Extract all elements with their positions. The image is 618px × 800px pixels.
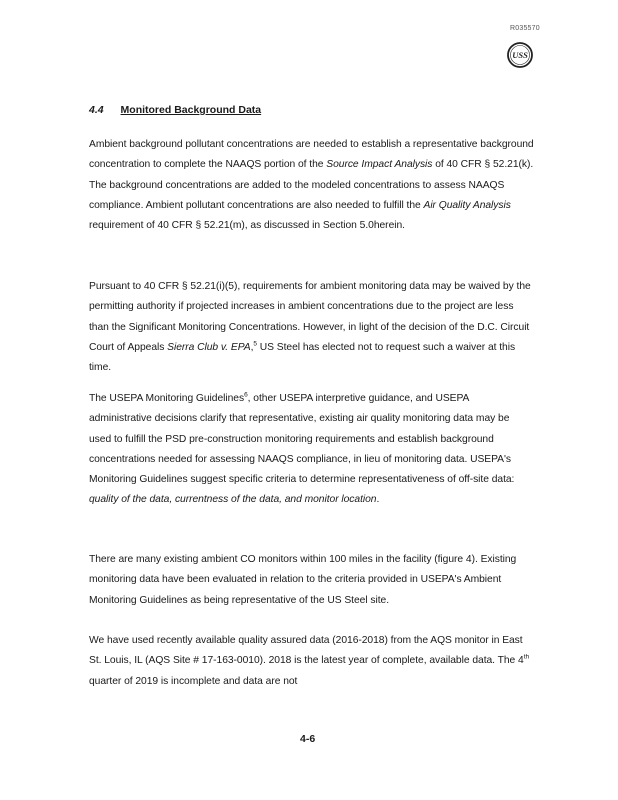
section-heading — [89, 104, 261, 116]
logo-text: USS — [512, 50, 528, 60]
paragraph-aqs-data: We have used recently available quality assured data (2016-2018) from the AQS monitor in East St. Louis, IL (AQS Site # 17-163-0010). 2018 is the latest year of complete, available data. The 4th quarter of 2019 is incomplete and data are not — [89, 635, 530, 687]
paragraph-co-monitors: There are many existing ambient CO monitors within 100 miles in the facility (figure 4). Existing monitoring data have been evaluated in relation to the criteria provided in USEPA's Ambient Monitoring Guidelines as being representative of the US Steel site. — [89, 554, 517, 606]
paragraph-background-concentrations: Ambient background pollutant concentrations are needed to establish a representative background concentration to complete the NAAQS portion of the Source Impact Analysis of 40 CFR § 52.21(k). The background concentrations are added to the modeled concentrations to assess NAAQS compliance. Ambient pollutant concentrations are also needed to fulfill the Air Quality Analysis requirement of 40 CFR § 52.21(m), as discussed in Section 5.0herein. — [89, 139, 534, 232]
section-title: Monitored Background Data — [120, 104, 262, 116]
paragraph-monitoring-guidelines: The USEPA Monitoring Guidelines$^6$, other USEPA interpretive guidance, and USEPA administrative decisions clarify that representative, existing air quality monitoring data may be used to fulfill the PSD pre-construction monitoring requirements and establish background concentrations needed for assessing NAAQS compliance, in lieu of monitoring data. USEPA's Monitoring Guidelines suggest specific criteria to determine representativeness of off-site data: quality of the data, currentness of the data, and monitor location. — [89, 391, 515, 506]
section-number: 4.4 — [89, 104, 104, 116]
footnote-ref-6: 6 — [244, 391, 248, 399]
paragraph-monitoring-waiver: Pursuant to 40 CFR § 52.21(i)(5), requirements for ambient monitoring data may be waived by the permitting authority if projected increases in ambient concentrations due to the project are less than the Significant Monitoring Concentrations. However, in light of the decision of the D.C. Circuit Court of Appeals Sierra Club v. EPA,$^5$ US Steel has elected not to request such a waiver at this time. — [89, 281, 531, 374]
page-number: 4-6 — [300, 733, 316, 745]
uss-logo-icon — [507, 42, 533, 68]
document-id: R035570 — [510, 25, 540, 32]
superscript-th: th — [523, 653, 530, 661]
footnote-ref-5: 5 — [253, 340, 257, 348]
